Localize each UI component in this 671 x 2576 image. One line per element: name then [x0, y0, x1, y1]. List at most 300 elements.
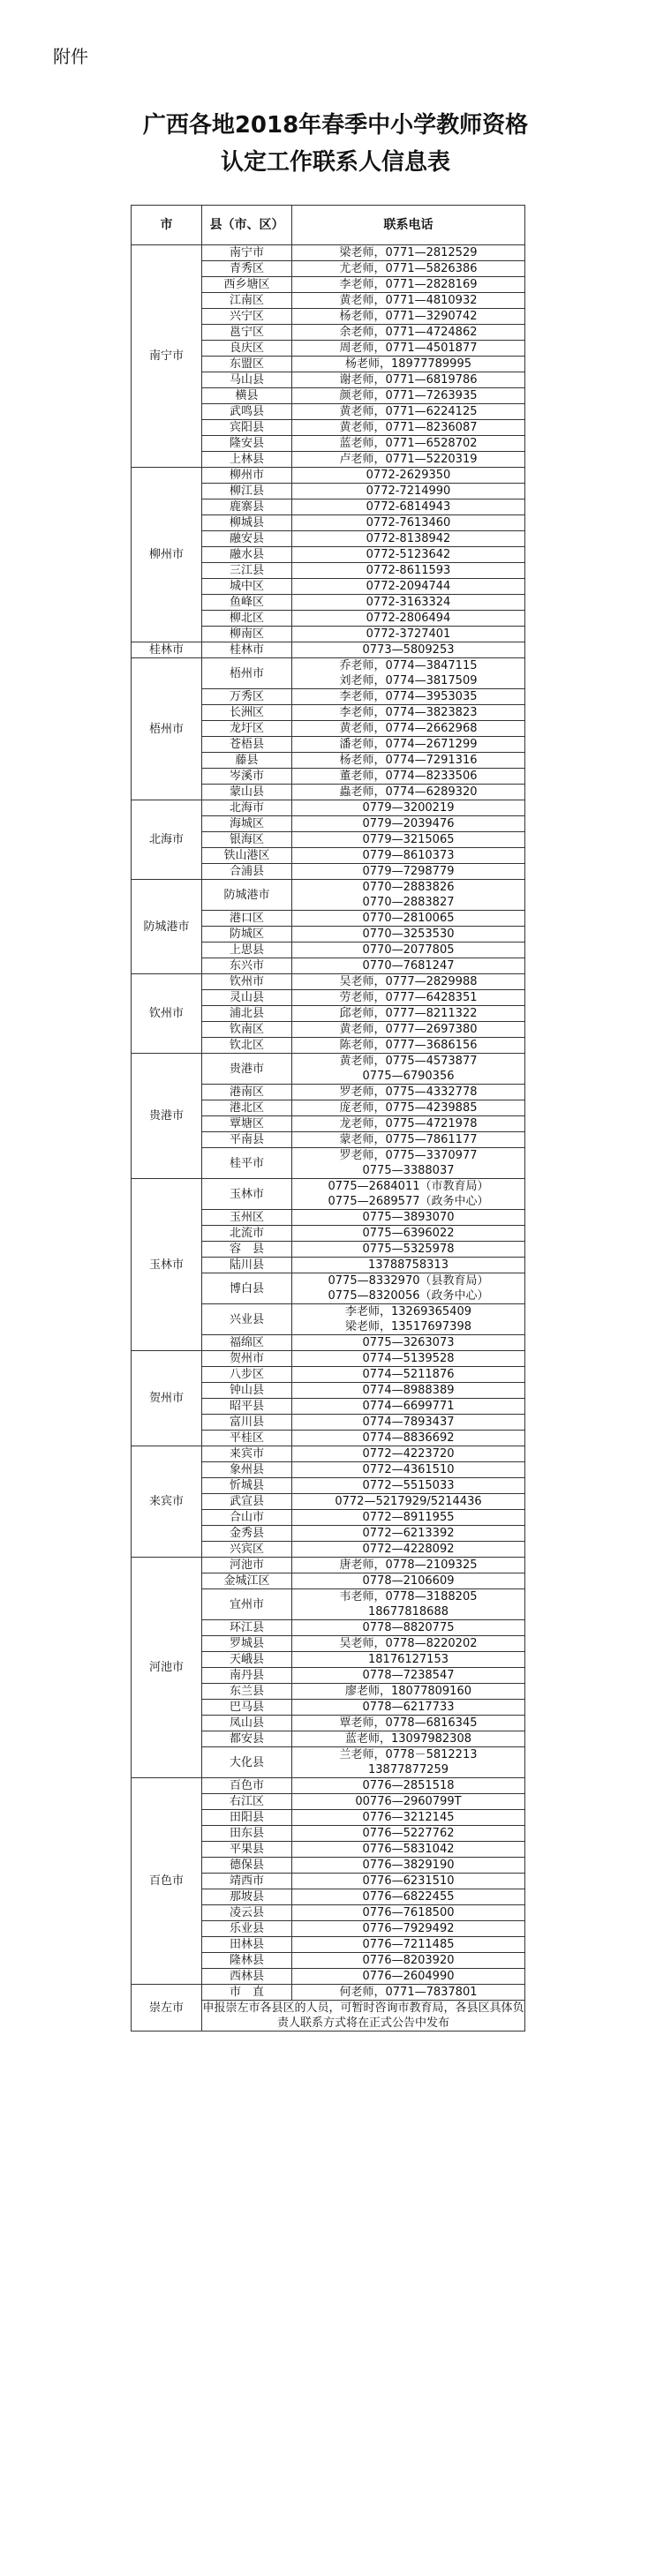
phone-cell: [292, 1273, 525, 1304]
county-cell: 隆安县: [202, 436, 292, 452]
table-row: [132, 658, 525, 689]
county-cell: 贺州市: [202, 1351, 292, 1367]
phone-line: 蒙老师，0775—7861177: [339, 1133, 478, 1146]
county-cell: 横县: [202, 388, 292, 404]
phone-cell: [292, 372, 525, 388]
phone-line: 0774—5139528: [362, 1352, 455, 1365]
county-cell: 港口区: [202, 911, 292, 927]
phone-line: 0776—7618500: [362, 1906, 455, 1919]
phone-line: 0778—8820775: [362, 1621, 455, 1634]
phone-line: 黄老师，0771—6224125: [339, 405, 478, 418]
county-cell: 防城港市: [202, 880, 292, 911]
phone-line: 0770—3253530: [362, 928, 455, 941]
phone-line: 0775—3388037: [362, 1164, 455, 1177]
phone-line: 0776—6822455: [362, 1890, 455, 1904]
county-cell: 北流市: [202, 1226, 292, 1242]
phone-line: 陈老师，0777—3686156: [339, 1039, 478, 1052]
phone-line: 0772-2094744: [366, 580, 451, 593]
phone-line: 龙老师，0775—4721978: [339, 1117, 478, 1130]
phone-line: 0772—4228092: [362, 1543, 455, 1556]
phone-cell: [292, 1810, 525, 1826]
county-cell: 东盟区: [202, 357, 292, 372]
county-cell: 长洲区: [202, 705, 292, 721]
phone-line: 黄老师，0771—8236087: [339, 421, 478, 434]
phone-cell: [292, 627, 525, 642]
county-cell: 上思县: [202, 943, 292, 958]
county-cell: 博白县: [202, 1273, 292, 1304]
phone-cell: [292, 705, 525, 721]
phone-cell: [292, 721, 525, 737]
phone-cell: [292, 1431, 525, 1446]
phone-cell: [292, 769, 525, 785]
phone-cell: [292, 325, 525, 341]
city-cell: 北海市: [132, 800, 202, 880]
phone-line: 邱老师，0777—8211322: [339, 1007, 478, 1020]
county-cell: 金秀县: [202, 1526, 292, 1542]
phone-line: 覃老师，0778—6816345: [339, 1716, 478, 1730]
phone-cell: [292, 484, 525, 499]
phone-line: 0779—7298779: [362, 865, 455, 878]
county-cell: 良庆区: [202, 341, 292, 357]
phone-cell: [292, 1132, 525, 1148]
table-header-row: [132, 206, 525, 245]
city-cell: 玉林市: [132, 1179, 202, 1351]
county-cell: 贵港市: [202, 1054, 292, 1085]
phone-cell: [292, 832, 525, 848]
phone-line: 0776—6231510: [362, 1874, 455, 1888]
phone-cell: [292, 388, 525, 404]
phone-line: 0774—7893437: [362, 1416, 455, 1429]
phone-cell: [292, 1478, 525, 1494]
phone-line: 0775—3893070: [362, 1211, 455, 1224]
phone-cell: [292, 261, 525, 277]
county-cell: 田林县: [202, 1937, 292, 1953]
phone-line: 0776—3212145: [362, 1811, 455, 1824]
phone-line: 0772-2806494: [366, 612, 451, 625]
header-county: 县（市、区）: [202, 206, 292, 245]
phone-cell: [292, 1716, 525, 1731]
city-cell: 桂林市: [132, 642, 202, 658]
phone-line: 杨老师，0771—3290742: [339, 310, 478, 323]
county-cell: 武宣县: [202, 1494, 292, 1510]
phone-line: 0775—2684011（市教育局）: [328, 1180, 489, 1193]
phone-cell: [292, 420, 525, 436]
phone-cell: [292, 531, 525, 547]
table-row: [132, 880, 525, 911]
phone-cell: [292, 911, 525, 927]
county-cell: 金城江区: [202, 1573, 292, 1589]
phone-cell: [292, 974, 525, 990]
phone-line: 0772-7214990: [366, 484, 451, 498]
phone-line: 0772-3727401: [366, 627, 451, 641]
phone-line: 0772—4361510: [362, 1463, 455, 1476]
phone-line: 0774—8988389: [362, 1384, 455, 1397]
phone-cell: [292, 753, 525, 769]
phone-line: 董老师，0774—8233506: [339, 770, 478, 783]
county-cell: 南宁市: [202, 245, 292, 261]
phone-cell: [292, 1038, 525, 1054]
phone-line: 0776—5831042: [362, 1843, 455, 1856]
page-title: 广西各地2018年春季中小学教师资格: [142, 112, 529, 139]
county-cell: 柳江县: [202, 484, 292, 499]
phone-line: 谢老师，0771—6819786: [339, 373, 478, 387]
phone-line: 罗老师，0775—4332778: [339, 1085, 478, 1099]
table-row: [132, 1446, 525, 1462]
phone-line: 0776—5227762: [362, 1827, 455, 1840]
phone-cell: [292, 1747, 525, 1778]
table-row: [132, 1054, 525, 1085]
table-row: [132, 800, 525, 816]
phone-cell: [292, 1573, 525, 1589]
county-cell: 忻城县: [202, 1478, 292, 1494]
phone-line: 0776—2851518: [362, 1779, 455, 1792]
phone-line: 0775—6790356: [362, 1070, 455, 1083]
county-cell: 苍梧县: [202, 737, 292, 753]
phone-line: 颜老师，0771—7263935: [339, 389, 478, 402]
county-cell: 钦北区: [202, 1038, 292, 1054]
county-cell: 宜州市: [202, 1589, 292, 1620]
county-cell: 来宾市: [202, 1446, 292, 1462]
phone-cell: [292, 800, 525, 816]
phone-cell: [292, 1304, 525, 1335]
phone-line: 0770—7681247: [362, 959, 455, 973]
phone-cell: [292, 1700, 525, 1716]
phone-cell: [292, 1589, 525, 1620]
phone-line: 乔老师，0774—3847115: [339, 659, 478, 672]
city-cell: 贵港市: [132, 1054, 202, 1179]
phone-cell: [292, 1179, 525, 1210]
phone-cell: [292, 579, 525, 595]
county-cell: 柳城县: [202, 515, 292, 531]
county-cell: 罗城县: [202, 1636, 292, 1652]
phone-cell: [292, 547, 525, 563]
county-cell: 百色市: [202, 1778, 292, 1794]
phone-cell: [292, 452, 525, 468]
phone-line: 卢老师，0771—5220319: [339, 453, 478, 466]
phone-line: 0772-5123642: [366, 548, 451, 561]
county-cell: 东兰县: [202, 1684, 292, 1700]
phone-line: 蓝老师，13097982308: [345, 1732, 471, 1746]
county-cell: 兴宾区: [202, 1542, 292, 1558]
city-cell: 柳州市: [132, 468, 202, 642]
table-row: [132, 1778, 525, 1794]
header-city: 市: [132, 206, 202, 245]
phone-cell: [292, 1874, 525, 1889]
phone-line: 0774—8836692: [362, 1431, 455, 1445]
county-cell: 玉林市: [202, 1179, 292, 1210]
phone-cell: [292, 468, 525, 484]
county-cell: 容 县: [202, 1242, 292, 1258]
phone-line: 0770—2883826: [362, 881, 455, 894]
county-cell: 陆川县: [202, 1258, 292, 1273]
county-cell: 武鸣县: [202, 404, 292, 420]
phone-line: 0779—2039476: [362, 817, 455, 830]
phone-line: 李老师，13269365409: [345, 1305, 471, 1318]
city-cell: 梧州市: [132, 658, 202, 800]
phone-cell: [292, 1148, 525, 1179]
phone-line: 13877877259: [368, 1763, 449, 1776]
county-cell: 市 直: [202, 1985, 292, 2001]
county-cell: 南丹县: [202, 1668, 292, 1684]
county-cell: 青秀区: [202, 261, 292, 277]
phone-cell: [292, 1242, 525, 1258]
county-cell: 宾阳县: [202, 420, 292, 436]
phone-line: 13788758313: [368, 1258, 449, 1272]
note-cell: 申报崇左市各县区的人员，可暂时咨询市教育局，各县区具体负责人联系方式将在正式公告中发布: [202, 2001, 524, 2030]
phone-line: 0778—6217733: [362, 1701, 455, 1714]
phone-line: 18176127153: [368, 1653, 449, 1666]
county-cell: 福绵区: [202, 1335, 292, 1351]
phone-line: 0775—2689577（政务中心）: [328, 1195, 489, 1208]
phone-line: 黄老师，0777—2697380: [339, 1023, 478, 1036]
phone-line: 0775—6396022: [362, 1227, 455, 1240]
phone-cell: [292, 357, 525, 372]
phone-cell: 何老师，0771—7837801: [292, 1985, 525, 2001]
county-cell: 巴马县: [202, 1700, 292, 1716]
county-cell: 银海区: [202, 832, 292, 848]
city-cell: 防城港市: [132, 880, 202, 974]
county-cell: 靖西市: [202, 1874, 292, 1889]
phone-line: 0775—8332970（县教育局）: [328, 1274, 489, 1288]
phone-line: 0774—6699771: [362, 1400, 455, 1413]
county-cell: 天峨县: [202, 1652, 292, 1668]
county-cell: 钦南区: [202, 1022, 292, 1038]
phone-cell: [292, 1085, 525, 1100]
county-cell: 万秀区: [202, 689, 292, 705]
phone-cell: [292, 737, 525, 753]
phone-line: 0776—7929492: [362, 1922, 455, 1935]
phone-line: 尤老师，0771—5826386: [339, 262, 478, 275]
phone-cell: [292, 990, 525, 1006]
county-cell: 柳南区: [202, 627, 292, 642]
phone-cell: [292, 1684, 525, 1700]
county-cell: 港北区: [202, 1100, 292, 1116]
county-cell: 海城区: [202, 816, 292, 832]
phone-cell: [292, 1953, 525, 1969]
phone-line: 0772—4223720: [362, 1447, 455, 1461]
phone-line: 李老师，0771—2828169: [339, 278, 478, 291]
county-cell: 东兴市: [202, 958, 292, 974]
county-cell: 桂平市: [202, 1148, 292, 1179]
county-cell: 城中区: [202, 579, 292, 595]
phone-line: 0770—2810065: [362, 912, 455, 925]
table-row: [132, 974, 525, 990]
phone-line: 0772-2629350: [366, 469, 451, 482]
phone-cell: [292, 816, 525, 832]
phone-line: 梁老师，13517697398: [345, 1320, 471, 1333]
phone-line: 罗老师，0775—3370977: [339, 1149, 478, 1162]
phone-cell: [292, 1383, 525, 1399]
phone-cell: [292, 1558, 525, 1573]
phone-line: 黄老师，0774—2662968: [339, 722, 478, 735]
table-row: [132, 245, 525, 261]
phone-line: 廖老师，18077809160: [345, 1685, 471, 1698]
city-cell: 河池市: [132, 1558, 202, 1778]
county-cell: 平南县: [202, 1132, 292, 1148]
phone-cell: [292, 1636, 525, 1652]
phone-line: 唐老师，0778—2109325: [339, 1558, 478, 1572]
phone-cell: [292, 277, 525, 293]
county-cell: 钟山县: [202, 1383, 292, 1399]
phone-cell: [292, 1415, 525, 1431]
county-cell: 环江县: [202, 1620, 292, 1636]
county-cell: 浦北县: [202, 1006, 292, 1022]
county-cell: 岑溪市: [202, 769, 292, 785]
phone-cell: [292, 1100, 525, 1116]
phone-line: 潘老师，0774—2671299: [339, 738, 478, 751]
phone-line: 0772-8138942: [366, 532, 451, 545]
phone-cell: [292, 864, 525, 880]
city-cell: 南宁市: [132, 245, 202, 468]
phone-line: 0776—8203920: [362, 1954, 455, 1967]
county-cell: 右江区: [202, 1794, 292, 1810]
county-cell: 富川县: [202, 1415, 292, 1431]
county-cell: 都安县: [202, 1731, 292, 1747]
phone-cell: [292, 1526, 525, 1542]
county-cell: 藤县: [202, 753, 292, 769]
county-cell: 西乡塘区: [202, 277, 292, 293]
phone-line: 韦老师，0778—3188205: [339, 1590, 478, 1603]
county-cell: 覃塘区: [202, 1116, 292, 1132]
phone-line: 0772-7613460: [366, 516, 451, 529]
phone-cell: [292, 1351, 525, 1367]
phone-cell: [292, 1054, 525, 1085]
table-row: [132, 1985, 525, 2001]
phone-line: 00776—2960799T: [355, 1795, 462, 1808]
phone-line: 0770—2883827: [362, 896, 455, 909]
phone-cell: [292, 848, 525, 864]
phone-cell: [292, 1858, 525, 1874]
phone-line: 黄老师，0775—4573877: [339, 1055, 478, 1068]
phone-line: 0772—8911955: [362, 1511, 455, 1524]
phone-line: 0770—2077805: [362, 943, 455, 957]
phone-line: 庞老师，0775—4239885: [339, 1101, 478, 1115]
phone-cell: [292, 1826, 525, 1842]
phone-line: 0773—5809253: [362, 643, 455, 657]
city-cell: 崇左市: [132, 1985, 202, 2032]
phone-line: 吴老师，0777—2829988: [339, 975, 478, 988]
phone-cell: [292, 595, 525, 611]
phone-cell: [292, 515, 525, 531]
phone-line: 0775—5325978: [362, 1243, 455, 1256]
phone-line: 0779—8610373: [362, 849, 455, 862]
county-cell: 兴宁区: [202, 309, 292, 325]
phone-cell: [292, 1258, 525, 1273]
phone-cell: [292, 1668, 525, 1684]
phone-line: 蓝老师，0771—6528702: [339, 437, 478, 450]
phone-line: 杨老师，0774—7291316: [339, 754, 478, 767]
phone-cell: [292, 1494, 525, 1510]
phone-line: 0772—6213392: [362, 1527, 455, 1540]
phone-line: 劳老师，0777—6428351: [339, 991, 478, 1004]
county-cell: 隆林县: [202, 1953, 292, 1969]
phone-line: 李老师，0774—3823823: [339, 706, 478, 719]
phone-cell: [292, 1778, 525, 1794]
county-cell: 乐业县: [202, 1921, 292, 1937]
county-cell: 三江县: [202, 563, 292, 579]
city-cell: 钦州市: [132, 974, 202, 1054]
phone-cell: [292, 1794, 525, 1810]
county-cell: 铁山港区: [202, 848, 292, 864]
county-cell: 那坡县: [202, 1889, 292, 1905]
phone-line: 0772—5515033: [362, 1479, 455, 1492]
phone-cell: [292, 499, 525, 515]
phone-cell: [292, 1462, 525, 1478]
county-cell: 凤山县: [202, 1716, 292, 1731]
phone-cell: [292, 927, 525, 943]
table-row: [132, 468, 525, 484]
phone-cell: [292, 1116, 525, 1132]
phone-line: 吴老师，0778—8220202: [339, 1637, 478, 1650]
county-cell: 田阳县: [202, 1810, 292, 1826]
phone-cell: [292, 943, 525, 958]
header-phone: 联系电话: [292, 206, 525, 245]
phone-cell: [292, 293, 525, 309]
county-cell: 港南区: [202, 1085, 292, 1100]
phone-cell: [292, 1969, 525, 1985]
phone-cell: [292, 436, 525, 452]
phone-cell: [292, 1022, 525, 1038]
phone-line: 梁老师，0771—2812529: [339, 246, 478, 259]
county-cell: 昭平县: [202, 1399, 292, 1415]
phone-cell: [292, 1006, 525, 1022]
phone-line: 0778—2106609: [362, 1574, 455, 1588]
county-cell: 江南区: [202, 293, 292, 309]
attachment-label: 附件: [53, 46, 88, 67]
city-cell: 贺州市: [132, 1351, 202, 1446]
phone-cell: [292, 880, 525, 911]
phone-cell: [292, 1510, 525, 1526]
county-cell: 上林县: [202, 452, 292, 468]
phone-cell: [292, 1889, 525, 1905]
phone-cell: [292, 958, 525, 974]
phone-line: 0774—5211876: [362, 1368, 455, 1381]
phone-cell: [292, 1731, 525, 1747]
phone-line: 0775—3263073: [362, 1336, 455, 1349]
table-row: [132, 642, 525, 658]
phone-cell: [292, 563, 525, 579]
phone-cell: [292, 611, 525, 627]
phone-line: 0772—5217929/5214436: [335, 1495, 482, 1508]
county-cell: 蒙山县: [202, 785, 292, 800]
table-body: [132, 245, 525, 2032]
county-cell: 柳州市: [202, 468, 292, 484]
county-cell: 马山县: [202, 372, 292, 388]
phone-cell: [292, 404, 525, 420]
phone-cell: [292, 658, 525, 689]
phone-cell: [292, 642, 525, 658]
phone-cell: [292, 1399, 525, 1415]
county-cell: 大化县: [202, 1747, 292, 1778]
phone-cell: [292, 1652, 525, 1668]
phone-cell: [292, 341, 525, 357]
county-cell: 北海市: [202, 800, 292, 816]
county-cell: 象州县: [202, 1462, 292, 1478]
phone-line: 黄老师，0771—4810932: [339, 294, 478, 307]
county-cell: 兴业县: [202, 1304, 292, 1335]
phone-line: 兰老师，0778－5812213: [339, 1748, 478, 1761]
county-cell: 德保县: [202, 1858, 292, 1874]
phone-cell: [292, 1921, 525, 1937]
county-cell: 八步区: [202, 1367, 292, 1383]
phone-line: 蟲老师，0774—6289320: [339, 785, 478, 799]
phone-line: 李老师，0774—3953035: [339, 690, 478, 703]
county-cell: 田东县: [202, 1826, 292, 1842]
phone-cell: [292, 1367, 525, 1383]
phone-cell: [292, 1937, 525, 1953]
city-cell: 来宾市: [132, 1446, 202, 1558]
phone-cell: [292, 785, 525, 800]
